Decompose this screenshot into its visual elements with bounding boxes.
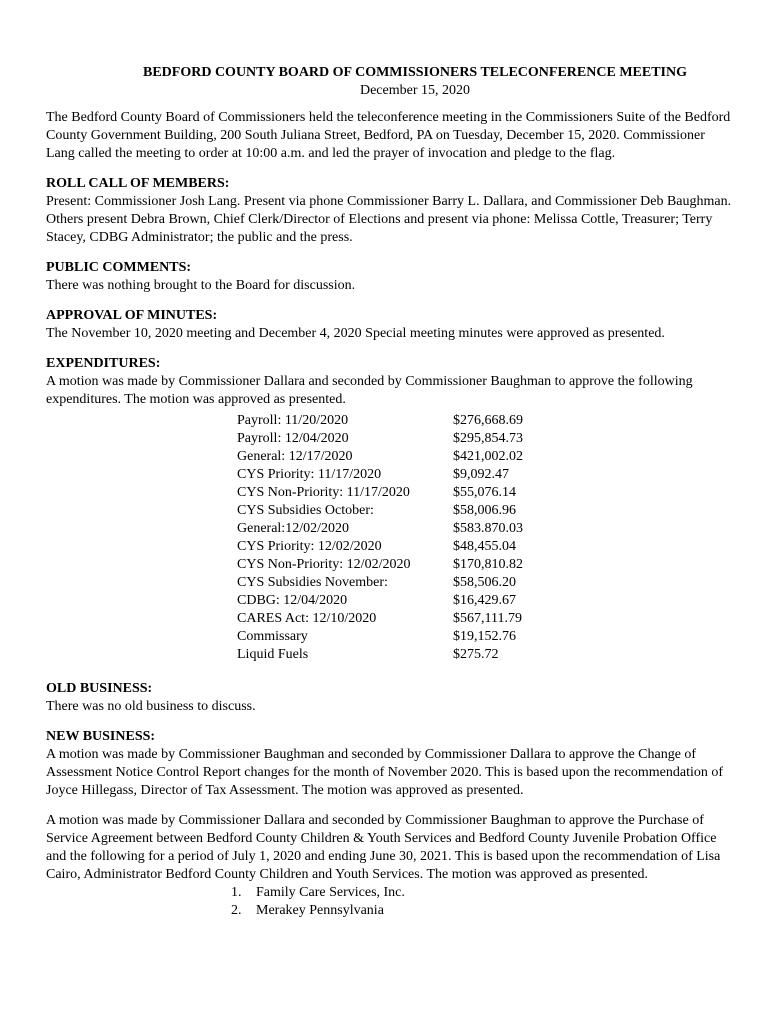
expenditure-label: Payroll: 12/04/2020 <box>237 431 349 446</box>
list-item <box>231 902 736 920</box>
old-business-heading: OLD BUSINESS: <box>46 681 153 696</box>
expenditure-amount: $295,854.73 <box>453 431 523 446</box>
expenditure-label: CYS Subsidies October: <box>237 503 374 518</box>
expenditure-amount: $48,455.04 <box>453 539 516 554</box>
expenditure-amount: $19,152.76 <box>453 629 516 644</box>
new-business-paragraph-2: A motion was made by Commissioner Dallara and seconded by Commissioner Baughman to approve the Purchase of Service Agreement between Bedford County Children & Youth Services and Bedford County Juvenile Probation Office and the following for a period of July 1, 2020 and ending June 30, 2021. This is based upon the recommendation of Lisa Cairo, Administrator Bedford County Children and Youth Services. The motion was approved as presented. <box>46 813 721 882</box>
list-item-text: Family Care Services, Inc. <box>256 885 405 900</box>
old-business-section <box>46 680 736 716</box>
expenditure-row <box>237 466 573 484</box>
list-item-number: 2. <box>231 903 242 918</box>
new-business-heading: NEW BUSINESS: <box>46 729 156 744</box>
expenditure-label: Commissary <box>237 629 308 644</box>
expenditure-label: CARES Act: 12/10/2020 <box>237 611 377 626</box>
expenditure-amount: $58,006.96 <box>453 503 516 518</box>
expenditure-row <box>237 520 573 538</box>
expenditure-label: CYS Non-Priority: 12/02/2020 <box>237 557 411 572</box>
expenditure-label: CDBG: 12/04/2020 <box>237 593 348 608</box>
expenditure-row <box>237 574 573 592</box>
intro-paragraph: The Bedford County Board of Commissioners held the teleconference meeting in the Commissioners Suite of the Bedford County Government Building, 200 South Juliana Street, Bedford, PA on Tuesday, December 15, 2020. Commissioner Lang called the meeting to order at 10:00 a.m. and led the prayer of invocation and pledge to the flag. <box>46 110 731 161</box>
expenditure-row <box>237 538 573 556</box>
minutes-section <box>46 307 736 343</box>
expenditures-section <box>46 355 736 664</box>
expenditure-label: Payroll: 11/20/2020 <box>237 413 349 428</box>
expenditure-amount: $421,002.02 <box>453 449 523 464</box>
expenditure-row <box>237 502 573 520</box>
new-business-section <box>46 728 736 920</box>
minutes-text: The November 10, 2020 meeting and December 4, 2020 Special meeting minutes were approved as presented. <box>46 326 665 341</box>
expenditure-amount: $170,810.82 <box>453 557 523 572</box>
new-business-paragraph-1: A motion was made by Commissioner Baughman and seconded by Commissioner Dallara to approve the Change of Assessment Notice Control Report changes for the month of November 2020. This is based upon the recommendation of Joyce Hillegass, Director of Tax Assessment. The motion was approved as presented. <box>46 747 724 798</box>
expenditure-label: General: 12/17/2020 <box>237 449 353 464</box>
old-business-text: There was no old business to discuss. <box>46 699 256 714</box>
expenditure-row <box>237 412 573 430</box>
expenditure-amount: $276,668.69 <box>453 413 523 428</box>
list-item-text: Merakey Pennsylvania <box>256 903 384 918</box>
expenditure-amount: $567,111.79 <box>453 611 522 626</box>
expenditure-amount: $58,506.20 <box>453 575 516 590</box>
expenditure-row <box>237 610 573 628</box>
vendor-list <box>46 884 736 920</box>
expenditure-row <box>237 448 573 466</box>
expenditure-row <box>237 484 573 502</box>
meeting-date: December 15, 2020 <box>359 83 471 98</box>
expenditure-amount: $275.72 <box>453 647 499 662</box>
expenditure-row <box>237 592 573 610</box>
public-comments-text: There was nothing brought to the Board for discussion. <box>46 278 356 293</box>
expenditure-label: General:12/02/2020 <box>237 521 349 536</box>
list-item-number: 1. <box>231 885 242 900</box>
document-page <box>46 64 736 920</box>
expenditure-amount: $16,429.67 <box>453 593 516 608</box>
expenditure-amount: $583.870.03 <box>453 521 523 536</box>
expenditure-amount: $9,092.47 <box>453 467 509 482</box>
expenditure-label: CYS Subsidies November: <box>237 575 388 590</box>
expenditure-row <box>237 430 573 448</box>
roll-call-heading: ROLL CALL OF MEMBERS: <box>46 176 230 191</box>
expenditure-label: CYS Priority: 11/17/2020 <box>237 467 382 482</box>
expenditure-row <box>237 628 573 646</box>
public-comments-section <box>46 259 736 295</box>
expenditure-label: CYS Priority: 12/02/2020 <box>237 539 382 554</box>
expenditure-label: CYS Non-Priority: 11/17/2020 <box>237 485 410 500</box>
expenditure-amount: $55,076.14 <box>453 485 516 500</box>
expenditure-row <box>237 646 573 664</box>
minutes-heading: APPROVAL OF MINUTES: <box>46 308 218 323</box>
document-title: BEDFORD COUNTY BOARD OF COMMISSIONERS TELECONFERENCE MEETING <box>143 65 687 80</box>
list-item <box>231 884 736 902</box>
expenditure-label: Liquid Fuels <box>237 647 309 662</box>
roll-call-section <box>46 175 736 247</box>
roll-call-text: Present: Commissioner Josh Lang. Present via phone Commissioner Barry L. Dallara, and Commissioner Deb Baughman. Others present Debra Brown, Chief Clerk/Director of Elections and present via phone: Melissa Cottle, Treasurer; Terry Stacey, CDBG Administrator; the public and the press. <box>46 194 732 245</box>
expenditures-table <box>237 412 573 664</box>
expenditure-row <box>237 556 573 574</box>
public-comments-heading: PUBLIC COMMENTS: <box>46 260 192 275</box>
expenditures-text: A motion was made by Commissioner Dallara and seconded by Commissioner Baughman to approve the following expenditures. The motion was approved as presented. <box>46 374 693 407</box>
expenditures-heading: EXPENDITURES: <box>46 356 161 371</box>
